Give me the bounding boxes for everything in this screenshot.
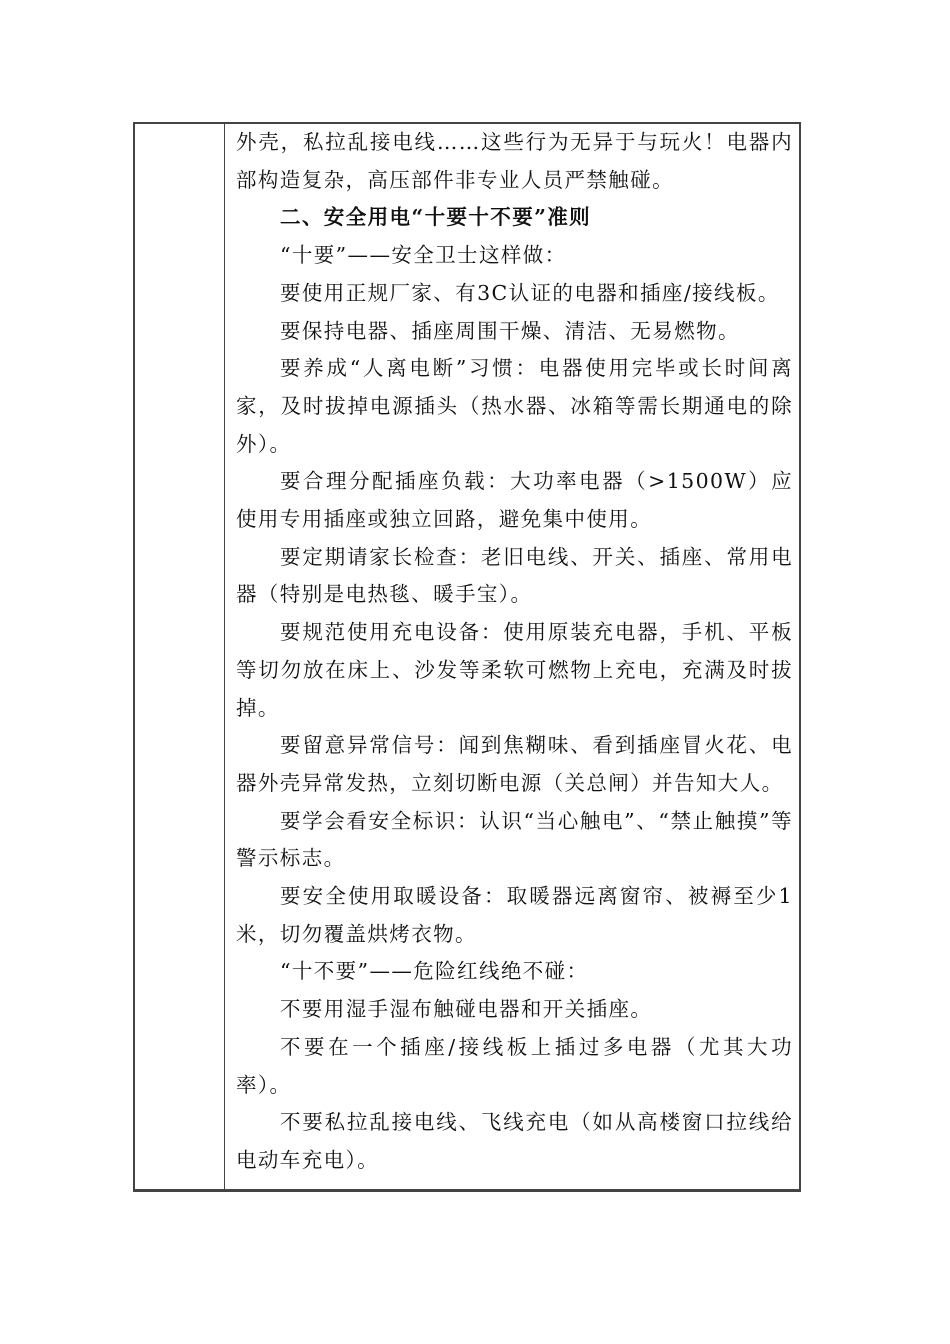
paragraph: 要留意异常信号：闻到焦糊味、看到插座冒火花、电器外壳异常发热，立刻切断电源（关总闸）并告知大人。 [236, 733, 793, 795]
paragraph: 不要私拉乱接电线、飞线充电（如从高楼窗口拉线给电动车充电）。 [236, 1110, 793, 1172]
paragraph: 要定期请家长检查：老旧电线、开关、插座、常用电器（特别是电热毯、暖手宝）。 [236, 544, 793, 607]
paragraph: 不要用湿手湿布触碰电器和开关插座。 [280, 997, 653, 1022]
paragraph: 要使用正规厂家、有3C认证的电器和插座/接线板。 [280, 280, 780, 305]
paragraph: 外壳，私拉乱接电线……这些行为无异于与玩火！电器内部构造复杂，高压部件非专业人员严禁触碰。 [236, 130, 793, 192]
table-left-column [135, 124, 225, 1189]
subheading-ten-dos: “十要”——安全卫士这样做： [280, 243, 567, 268]
paragraph: 要安全使用取暖设备：取暖器远离窗帘、被褥至少1米，切勿覆盖烘烤衣物。 [236, 884, 793, 946]
paragraph: 要规范使用充电设备：使用原装充电器，手机、平板等切勿放在床上、沙发等柔软可燃物上充电，充满及时拔掉。 [236, 620, 793, 720]
paragraph: 要养成“人离电断”习惯：电器使用完毕或长时间离家，及时拔掉电源插头（热水器、冰箱等需长期通电的除外）。 [236, 356, 793, 456]
table-content-cell [236, 124, 793, 1180]
paragraph: 要学会看安全标识：认识“当心触电”、“禁止触摸”等警示标志。 [236, 808, 793, 871]
paragraph: 不要在一个插座/接线板上插过多电器（尤其大功率）。 [236, 1034, 793, 1097]
section-heading: 二、安全用电“十要十不要”准则 [280, 205, 592, 230]
paragraph: 要合理分配插座负载：大功率电器（>1500W）应使用专用插座或独立回路，避免集中使用。 [236, 469, 793, 532]
document-table [133, 122, 801, 1192]
subheading-ten-donts: “十不要”——危险红线绝不碰： [280, 959, 589, 984]
paragraph: 要保持电器、插座周围干燥、清洁、无易燃物。 [280, 318, 740, 343]
